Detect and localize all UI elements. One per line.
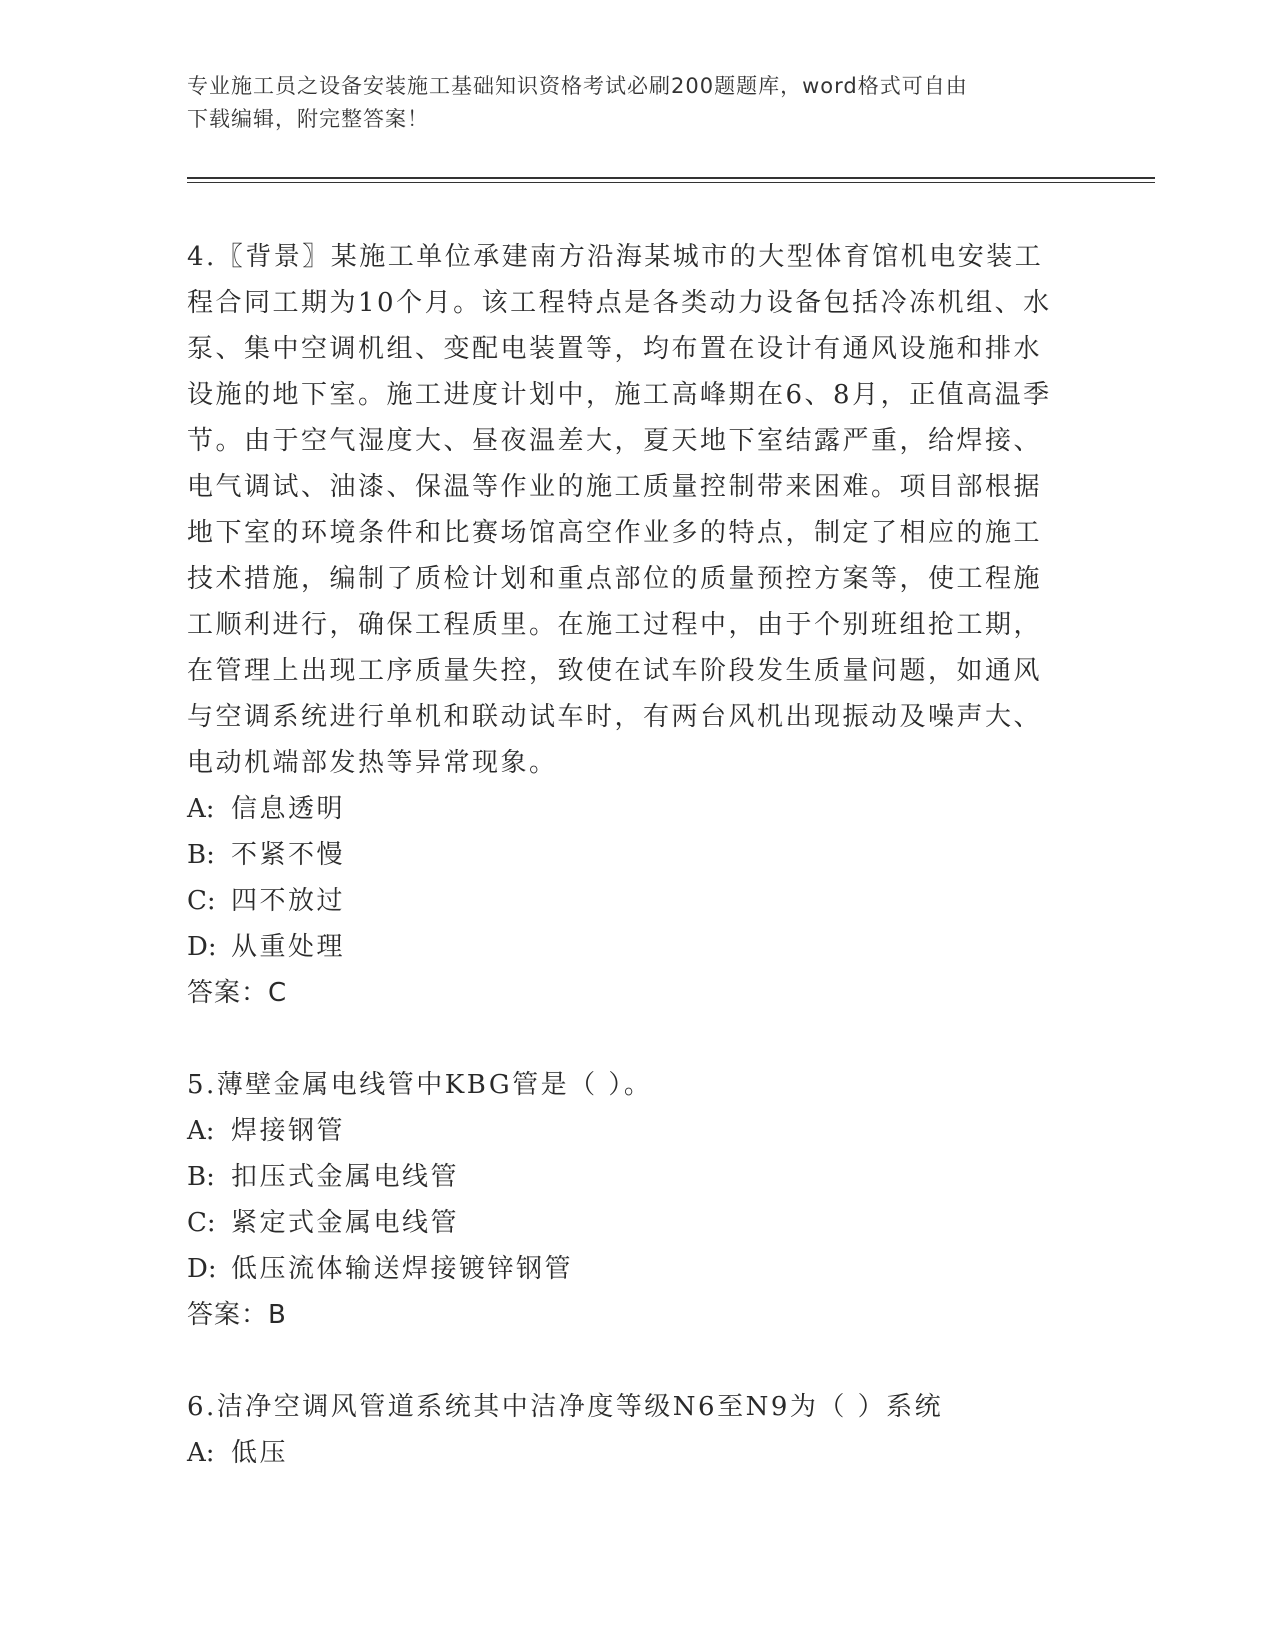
spacer	[187, 1016, 1067, 1062]
option-text: 紧定式金属电线管	[231, 1208, 460, 1238]
option-a	[187, 1430, 1067, 1476]
spacer	[187, 1338, 1067, 1384]
option-text: 焊接钢管	[231, 1116, 346, 1146]
question-text: 5.薄壁金属电线管中KBG管是（ ）。	[187, 1070, 653, 1100]
option-letter: C:	[187, 1208, 216, 1238]
option-b	[187, 1154, 1067, 1200]
option-letter: D:	[187, 1254, 217, 1284]
option-d	[187, 924, 1067, 970]
answer-line: 答案：C	[187, 978, 288, 1008]
option-text: 不紧不慢	[231, 840, 346, 870]
option-letter: A:	[187, 1116, 215, 1146]
option-a	[187, 786, 1067, 832]
option-text: 低压流体输送焊接镀锌钢管	[231, 1254, 574, 1284]
option-letter: A:	[187, 1438, 215, 1468]
question-4	[187, 234, 1067, 1016]
option-a	[187, 1108, 1067, 1154]
option-b	[187, 832, 1067, 878]
header-title-line-2: 下载编辑，附完整答案！	[187, 107, 429, 131]
option-text: 从重处理	[231, 932, 346, 962]
option-text: 扣压式金属电线管	[231, 1162, 460, 1192]
option-c	[187, 878, 1067, 924]
header-title-line-1: 专业施工员之设备安装施工基础知识资格考试必刷200题题库，word格式可自由	[187, 74, 968, 98]
option-text: 低压	[231, 1438, 289, 1468]
option-letter: A:	[187, 794, 215, 824]
question-text: 4.〖背景〗某施工单位承建南方沿海某城市的大型体育馆机电安装工程合同工期为10个月。该工程特点是各类动力设备包括冷冻机组、水泵、集中空调机组、变配电装置等，均布置在设计有通风设施和排水设施的地下室。施工进度计划中，施工高峰期在6、8月，正值高温季节。由于空气湿度大、昼夜温差大，夏天地下室结露严重，给焊接、电气调试、油漆、保温等作业的施工质量控制带来困难。项目部根据地下室的环境条件和比赛场馆高空作业多的特点，制定了相应的施工技术措施，编制了质检计划和重点部位的质量预控方案等，使工程施工顺利进行，确保工程质里。在施工过程中，由于个别班组抢工期，在管理上出现工序质量失控，致使在试车阶段发生质量问题，如通风与空调系统进行单机和联动试车时，有两台风机出现振动及噪声大、电动机端部发热等异常现象。	[187, 242, 1052, 778]
answer-line: 答案：B	[187, 1300, 287, 1330]
option-text: 四不放过	[231, 886, 346, 916]
option-letter: B:	[187, 1162, 215, 1192]
question-list	[187, 234, 1067, 1476]
document-header	[187, 70, 1087, 136]
question-6	[187, 1384, 1067, 1476]
option-c	[187, 1200, 1067, 1246]
option-letter: B:	[187, 840, 215, 870]
header-rule-thin	[187, 182, 1155, 183]
option-text: 信息透明	[231, 794, 346, 824]
header-rule-thick	[187, 177, 1155, 179]
question-5	[187, 1062, 1067, 1338]
question-text: 6.洁净空调风管道系统其中洁净度等级N6至N9为（ ）系统	[187, 1392, 944, 1422]
option-letter: D:	[187, 932, 217, 962]
option-d	[187, 1246, 1067, 1292]
option-letter: C:	[187, 886, 216, 916]
